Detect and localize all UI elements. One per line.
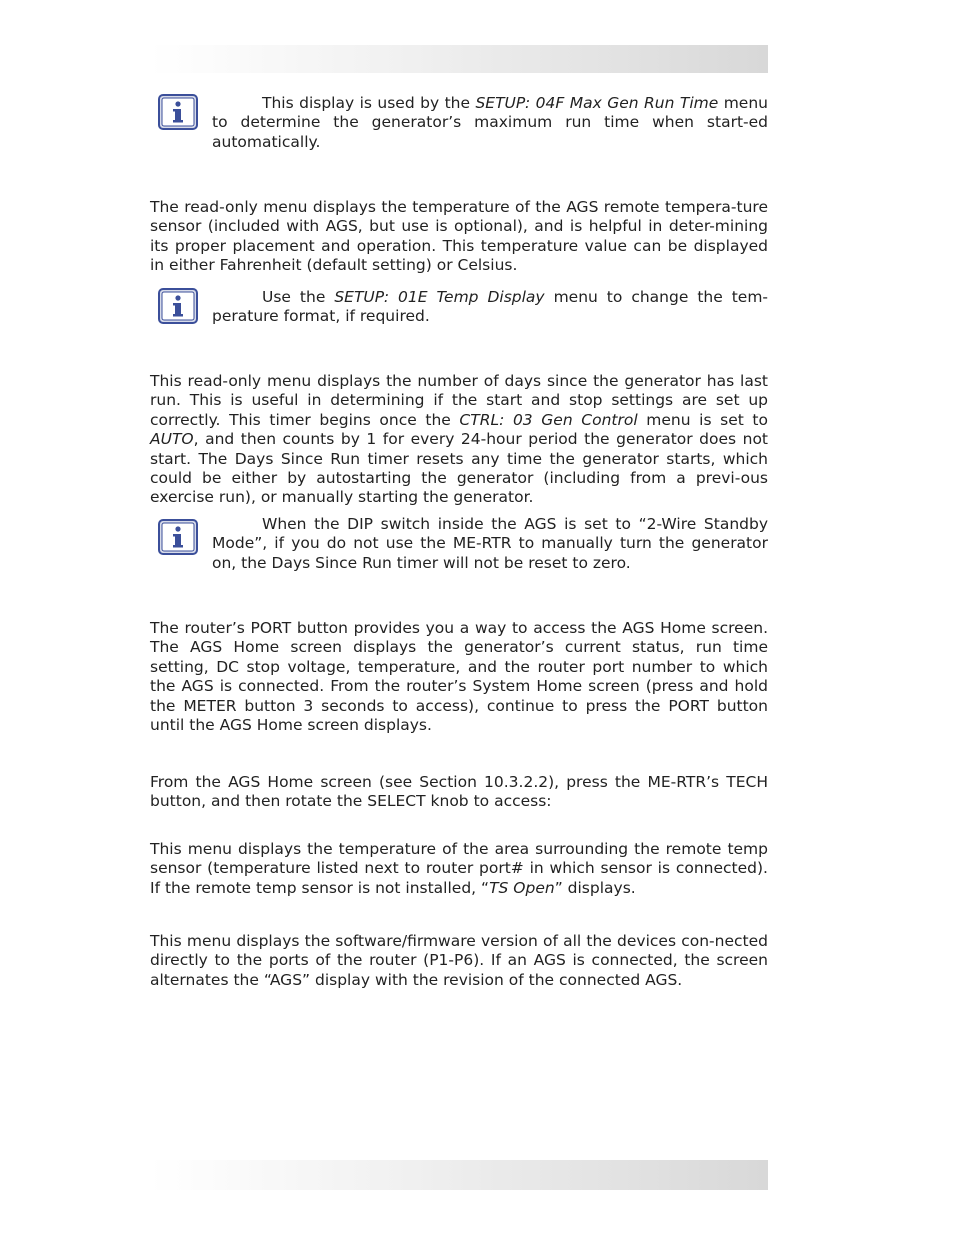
- note-text: When the DIP switch inside the AGS is set to “2-Wire Standby Mode”, if you do not use the ME-RTR to manually turn the generator on, the Days Since Run timer will not be reset to zero.: [212, 515, 768, 572]
- tech-menu-paragraph: From the AGS Home screen (see Section 10.3.2.2), press the ME-RTR’s TECH button, and then rotate the SELECT knob to access:: [150, 773, 768, 811]
- port-button-paragraph: The router’s PORT button provides you a way to access the AGS Home screen. The AGS Home screen displays the generator’s current status, run time setting, DC stop voltage, temperature, and the router port number to which the AGS is connected. From the router’s System Home screen (press and hold the METER button 3 seconds to access), continue to press the PORT button until the AGS Home screen displays.: [150, 619, 768, 735]
- info-note: [158, 515, 768, 573]
- info-icon: [158, 519, 198, 555]
- days-since-run-paragraph: This read-only menu displays the number of days since the generator has last run. This is useful in determining if the start and stop settings are set up correctly. This timer begins once the CTRL: 03 Gen Control menu is set to AUTO, and then counts by 1 for every 24-hour period the generator does not start. The Days Since Run timer resets any time the generator starts, which could be either by autostarting the generator (including from a previ-ous exercise run), or manually starting the generator.: [150, 372, 768, 507]
- footer-band: [150, 1160, 768, 1190]
- temp-sensor-paragraph: The read-only menu displays the temperature of the AGS remote tempera-ture sensor (included with AGS, but use is optional), and is helpful in deter-mining its proper placement and operation. This temperature value can be displayed in either Fahrenheit (default setting) or Celsius.: [150, 198, 768, 275]
- temp-menu-paragraph: This menu displays the temperature of the area surrounding the remote temp sensor (temperature listed next to router port# in which sensor is connected). If the remote temp sensor is not installed, “TS Open” displays.: [150, 840, 768, 897]
- header-band: [150, 45, 768, 73]
- info-note: [158, 288, 768, 327]
- info-icon: [158, 94, 198, 130]
- revisions-menu-paragraph: This menu displays the software/firmware version of all the devices con-nected directly to the ports of the router (P1-P6). If an AGS is connected, the screen alternates the “AGS” display with the revision of the connected AGS.: [150, 932, 768, 989]
- note-text: Use the SETUP: 01E Temp Display menu to change the tem-perature format, if required.: [212, 288, 769, 326]
- info-note: [158, 94, 768, 152]
- note-text: This display is used by the SETUP: 04F Max Gen Run Time menu to determine the generator’s maximum run time when start-ed automatically.: [212, 94, 768, 151]
- info-icon: [158, 288, 198, 324]
